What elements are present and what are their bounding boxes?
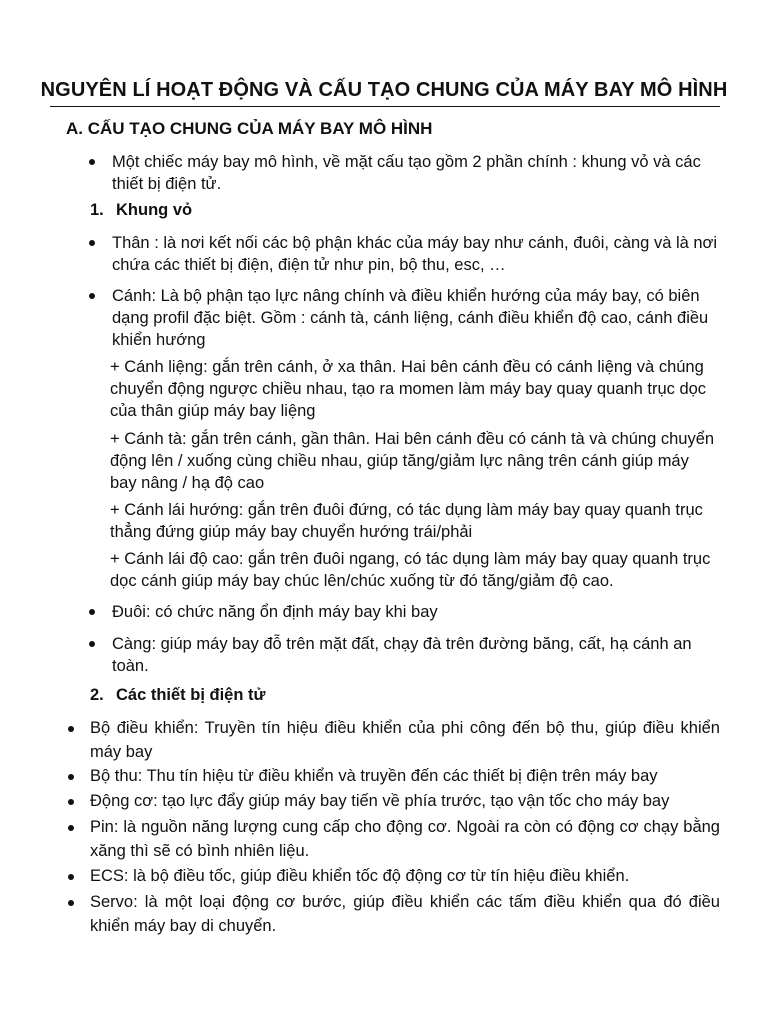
canh-ta-text: + Cánh tà: gắn trên cánh, gần thân. Hai bên cánh đều có cánh tà và chúng chuyển động lên / xuống cùng chiều nhau, giúp tăng/giảm lực nâng trên cánh giúp máy bay nâng / hạ độ cao [110,430,715,492]
pin-text: Pin: là nguồn năng lượng cung cấp cho động cơ. Ngoài ra còn có động cơ chạy bằng xăng thì sẽ có bình nhiên liệu. [90,818,720,860]
part-1-title: Khung vỏ [116,201,193,219]
list-item [112,151,720,195]
list-item [90,717,720,764]
part-2-heading [90,684,265,706]
bullet-icon [89,609,95,615]
bo-dieu-khien-text: Bộ điều khiển: Truyền tín hiệu điều khiển của phi công đến bộ thu, giúp điều khiển máy bay [90,719,720,761]
list-item [90,790,720,814]
canh-lai-do-cao-text: + Cánh lái độ cao: gắn trên đuôi ngang, có tác dụng làm máy bay quay quanh trục dọc cánh giúp máy bay chúc lên/chúc xuống từ đó tăng/giảm độ cao. [110,550,711,590]
bullet-icon [68,900,74,906]
list-item [112,232,720,276]
bullet-icon [68,799,74,805]
bo-thu-text: Bộ thu: Thu tín hiệu từ điều khiển và truyền đến các thiết bị điện trên máy bay [90,767,658,785]
canh-lai-huong-text: + Cánh lái hướng: gắn trên đuôi đứng, có tác dụng làm máy bay quay quanh trục thẳng đứng giúp máy bay chuyển hướng trái/phải [110,501,703,541]
page-title: NGUYÊN LÍ HOẠT ĐỘNG VÀ CẤU TẠO CHUNG CỦA MÁY BAY MÔ HÌNH [40,79,728,101]
canh-lieng-text: + Cánh liệng: gắn trên cánh, ở xa thân. Hai bên cánh đều có cánh liệng và chúng chuyển động ngược chiều nhau, tạo ra momen làm máy bay quay quanh trục dọc của thân giúp máy bay liệng [110,358,707,420]
duoi-text: Đuôi: có chức năng ổn định máy bay khi bay [112,603,438,621]
list-item [112,633,720,677]
list-item [112,601,720,623]
section-a-heading: A. CẤU TẠO CHUNG CỦA MÁY BAY MÔ HÌNH [66,119,433,138]
ecs-text: ECS: là bộ điều tốc, giúp điều khiển tốc độ động cơ từ tín hiệu điều khiển. [90,867,630,885]
list-item [90,891,720,938]
bullet-icon [89,641,95,647]
list-item [90,765,720,789]
bullet-icon [89,240,95,246]
dong-co-text: Động cơ: tạo lực đẩy giúp máy bay tiến về phía trước, tạo vận tốc cho máy bay [90,792,670,810]
intro-text: Một chiếc máy bay mô hình, về mặt cấu tạo gồm 2 phần chính : khung vỏ và các thiết bị điện tử. [112,153,701,193]
list-item [112,285,716,351]
part-2-number: 2. [90,686,104,704]
bullet-icon [68,825,74,831]
title-underline [50,106,720,107]
part-1-heading [90,199,192,221]
bullet-icon [89,159,95,165]
cang-text: Càng: giúp máy bay đỗ trên mặt đất, chạy đà trên đường băng, cất, hạ cánh an toàn. [112,635,692,675]
bullet-icon [68,774,74,780]
list-item [90,865,720,889]
canh-text: Cánh: Là bộ phận tạo lực nâng chính và điều khiển hướng của máy bay, có biên dạng profil đặc biệt. Gồm : cánh tà, cánh liệng, cánh điều khiển độ cao, cánh điều khiển hướng [112,287,709,349]
list-item [90,816,720,863]
bullet-icon [68,874,74,880]
bullet-icon [89,293,95,299]
part-2-title: Các thiết bị điện tử [116,686,266,704]
bullet-icon [68,726,74,732]
part-1-number: 1. [90,201,104,219]
servo-text: Servo: là một loại động cơ bước, giúp điều khiển các tấm điều khiển qua đó điều khiển máy bay di chuyển. [90,893,720,935]
than-text: Thân : là nơi kết nối các bộ phận khác của máy bay như cánh, đuôi, càng và là nơi chứa các thiết bị điện, điện tử như pin, bộ thu, esc, … [112,234,718,274]
